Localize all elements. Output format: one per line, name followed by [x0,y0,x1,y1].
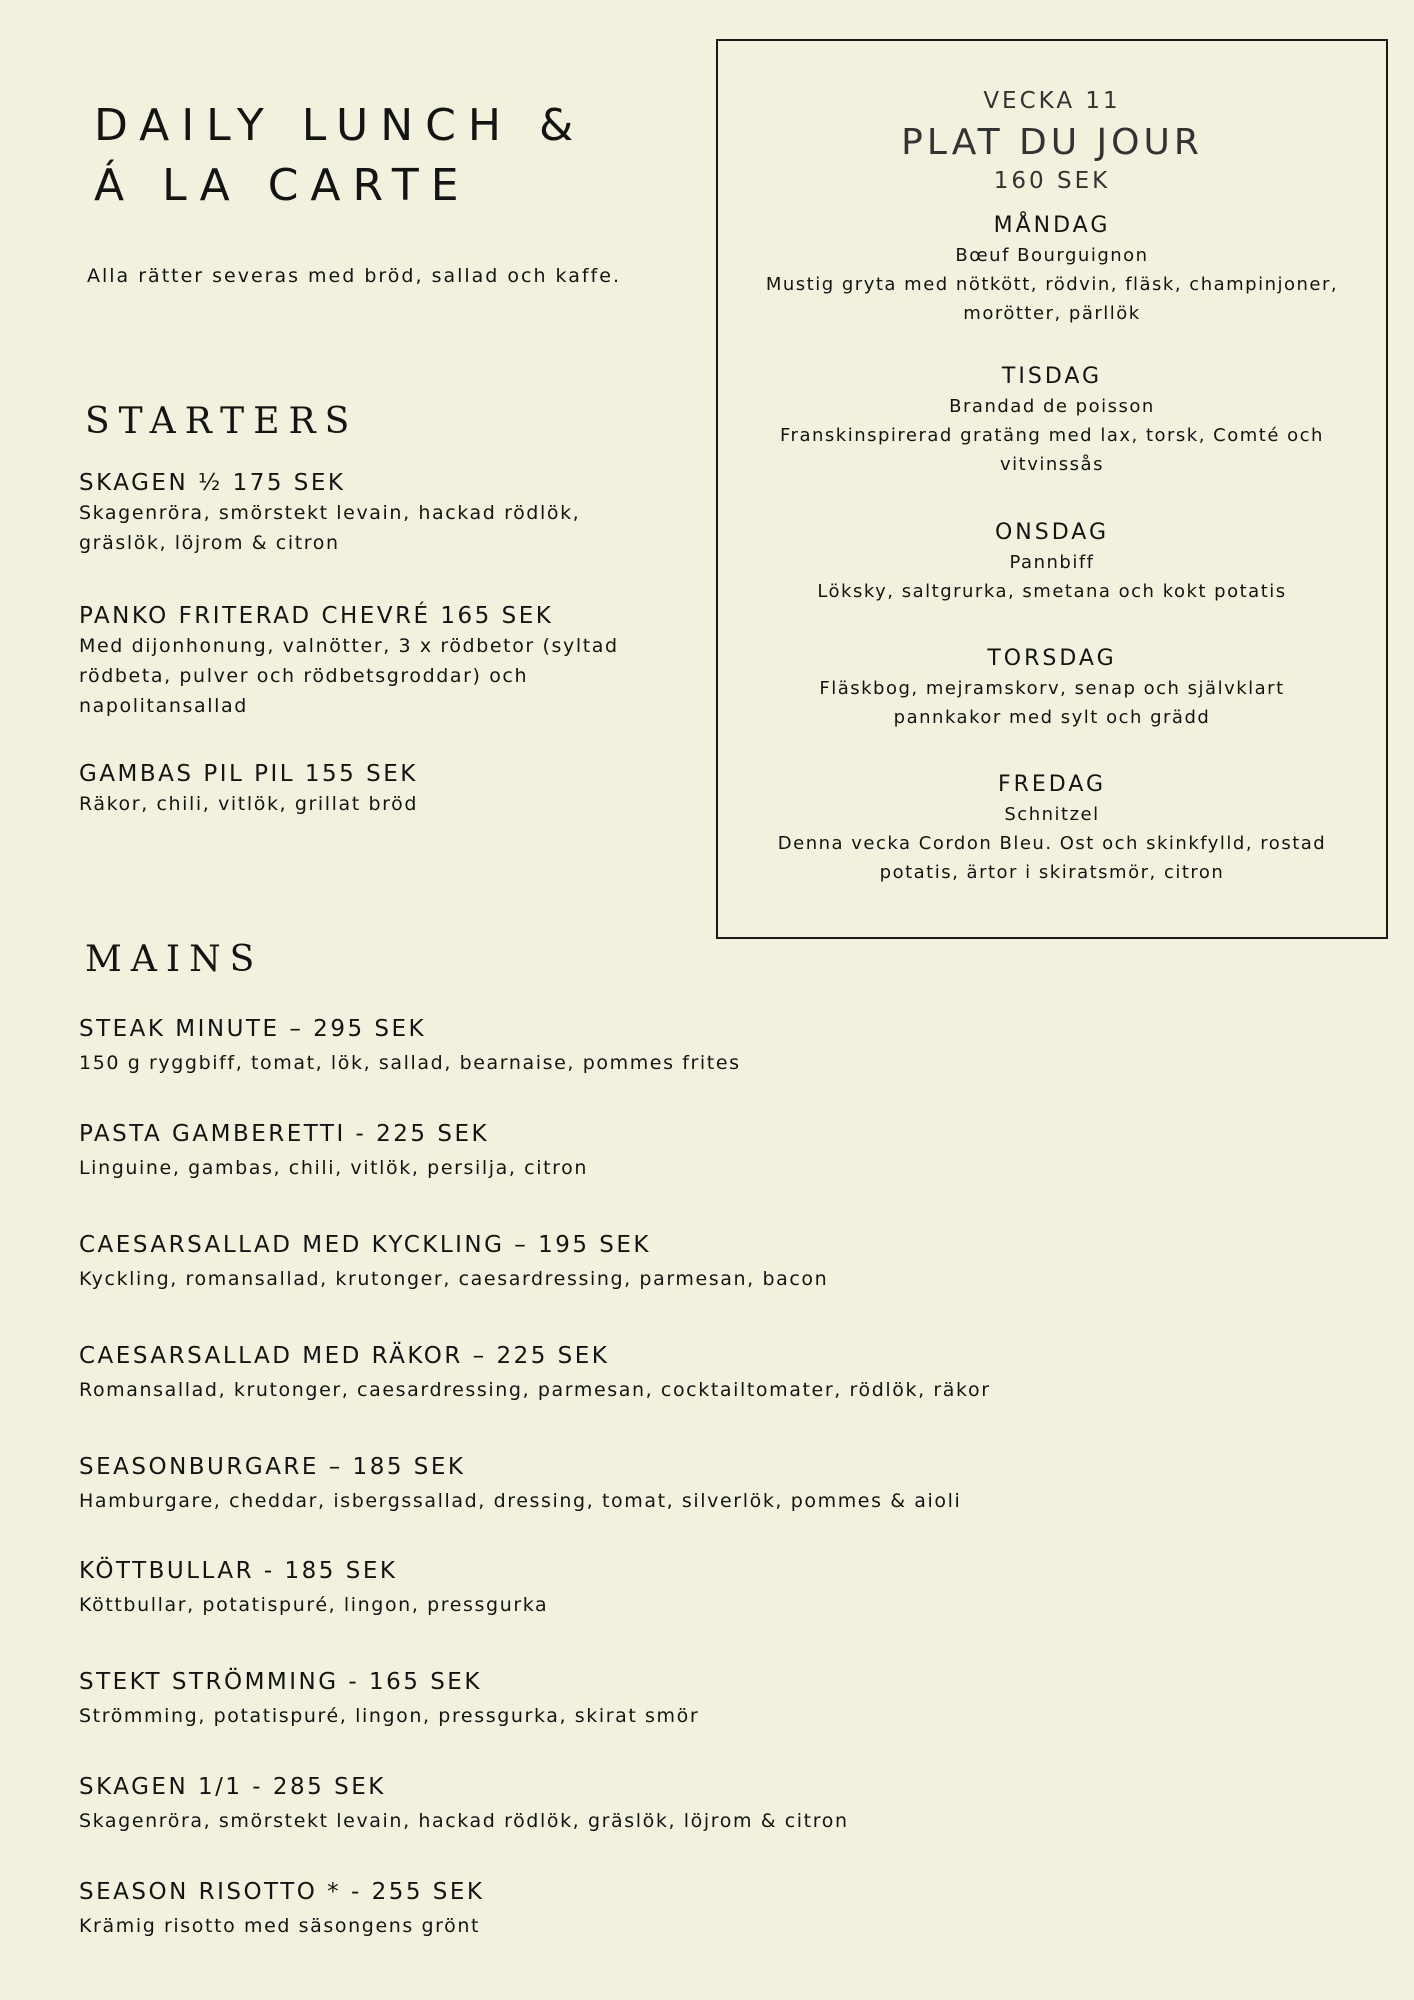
item-description: Romansallad, krutonger, caesardressing, parmesan, cocktailtomater, rödlök, räkor [79,1379,991,1401]
menu-item [79,1556,548,1620]
day-name: FREDAG [997,772,1107,797]
day-name: MÅNDAG [993,213,1111,238]
item-name: SEASON RISOTTO * - 255 SEK [79,1879,485,1905]
day-friday [738,770,1366,887]
day-dish: Schnitzel [1004,804,1100,825]
day-dish: Brandad de poisson [949,396,1155,417]
title-line-1: DAILY LUNCH & [94,100,586,151]
menu-item [79,1119,588,1183]
item-name: SEASONBURGARE – 185 SEK [79,1454,466,1480]
menu-item [79,1877,485,1941]
day-name: TISDAG [1001,364,1103,389]
menu-item [79,1341,991,1405]
menu-item [79,468,639,558]
day-name: TORSDAG [987,646,1117,671]
item-name: STEAK MINUTE – 295 SEK [79,1016,427,1042]
menu-item [79,1772,849,1836]
day-description: pannkakor med sylt och grädd [893,707,1211,728]
day-description: Denna vecka Cordon Bleu. Ost och skinkfylld, rostad potatis, ärtor i skiratsmör, citron [777,833,1327,883]
item-name: SKAGEN ½ 175 SEK [79,470,346,496]
page-title [94,96,585,216]
item-description: Med dijonhonung, valnötter, 3 x rödbetor (syltad rödbeta, pulver och rödbetsgroddar) och napolitansallad [79,635,619,717]
item-description: Krämig risotto med säsongens grönt [79,1915,481,1937]
day-wednesday [738,518,1366,606]
item-description: Köttbullar, potatispuré, lingon, pressgurka [79,1594,549,1616]
item-description: Skagenröra, smörstekt levain, hackad rödlök, gräslök, löjrom & citron [79,1810,849,1832]
item-name: CAESARSALLAD MED RÄKOR – 225 SEK [79,1343,610,1369]
menu-item [79,1452,961,1516]
mains-heading: MAINS [85,939,264,980]
menu-item [79,601,639,721]
day-thursday [738,644,1366,732]
day-description: Mustig gryta med nötkött, rödvin, fläsk, champinjoner, morötter, pärllök [765,274,1339,324]
item-name: SKAGEN 1/1 - 285 SEK [79,1774,386,1800]
day-dish: Fläskbog, mejramskorv, senap och självklart [819,678,1285,699]
item-name: KÖTTBULLAR - 185 SEK [79,1558,398,1584]
item-name: STEKT STRÖMMING - 165 SEK [79,1669,482,1695]
day-description: Löksky, saltgrurka, smetana och kokt potatis [817,581,1287,602]
item-name: PASTA GAMBERETTI - 225 SEK [79,1121,490,1147]
day-name: ONSDAG [994,520,1109,545]
menu-item [79,1667,699,1731]
menu-item [79,1230,828,1294]
item-description: Skagenröra, smörstekt levain, hackad rödlök, gräslök, löjrom & citron [79,502,581,554]
week-label: VECKA 11 [983,88,1121,114]
day-tuesday [738,362,1366,479]
intro-text: Alla rätter severas med bröd, sallad och kaffe. [87,265,621,287]
plat-du-jour-price: 160 SEK [993,168,1111,194]
day-dish: Pannbiff [1009,552,1095,573]
plat-du-jour-box [716,39,1388,939]
item-description: Hamburgare, cheddar, isbergssallad, dressing, tomat, silverlök, pommes & aioli [79,1490,962,1512]
item-description: Linguine, gambas, chili, vitlök, persilja, citron [79,1157,589,1179]
item-name: PANKO FRITERAD CHEVRÉ 165 SEK [79,603,554,629]
plat-du-jour-title: PLAT DU JOUR [901,122,1203,163]
menu-item [79,1014,741,1078]
item-description: Räkor, chili, vitlök, grillat bröd [79,793,419,815]
menu-item [79,759,639,819]
item-name: CAESARSALLAD MED KYCKLING – 195 SEK [79,1232,652,1258]
item-description: Strömming, potatispuré, lingon, pressgurka, skirat smör [79,1705,700,1727]
item-name: GAMBAS PIL PIL 155 SEK [79,761,418,787]
starters-heading: STARTERS [85,401,359,442]
day-description: Franskinspirerad gratäng med lax, torsk, Comté och vitvinssås [780,425,1324,475]
title-line-2: Á LA CARTE [94,160,471,211]
item-description: Kyckling, romansallad, krutonger, caesardressing, parmesan, bacon [79,1268,829,1290]
day-dish: Bœuf Bourguignon [955,245,1149,266]
item-description: 150 g ryggbiff, tomat, lök, sallad, bearnaise, pommes frites [79,1052,741,1074]
day-monday [738,211,1366,328]
